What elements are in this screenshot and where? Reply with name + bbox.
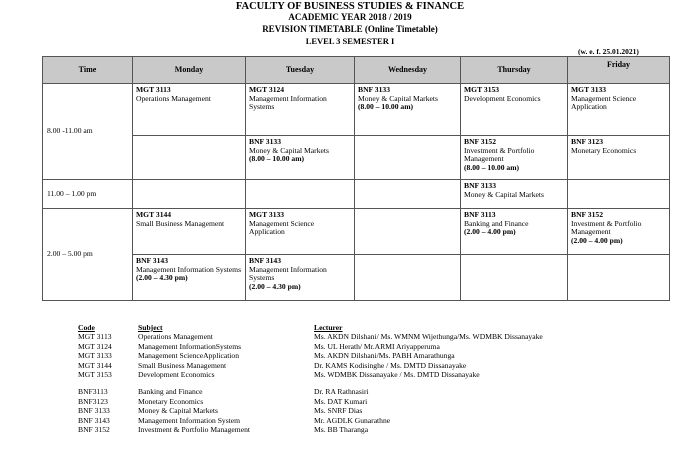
table-row [43, 255, 670, 301]
legend-subject: Monetary Economics [138, 396, 204, 406]
col-header-wednesday: Wednesday [355, 57, 461, 84]
academic-year: ACADEMIC YEAR 2018 / 2019 [288, 12, 412, 22]
course-code: MGT 3153 [464, 85, 500, 94]
course-code: BNF 3133 [464, 181, 496, 190]
cell-mon-afternoon-2 [133, 255, 246, 301]
cell-mon-afternoon [133, 209, 246, 255]
cell-tue-afternoon-2 [246, 255, 355, 301]
legend-code: MGT 3133 [78, 351, 112, 361]
course-code: BNF 3123 [571, 137, 603, 146]
cell-wed-afternoon-2 [355, 255, 461, 301]
course-name: Management Information Systems [249, 93, 327, 112]
cell-fri-morning [568, 84, 670, 136]
course-code: BNF 3133 [358, 85, 390, 94]
course-code: MGT 3133 [249, 210, 285, 219]
cell-wed-afternoon [355, 209, 461, 255]
legend-code: BNF 3143 [78, 415, 110, 425]
table-row [43, 136, 670, 180]
col-header-tuesday: Tuesday [246, 57, 355, 84]
course-name: Operations Management [136, 93, 211, 103]
legend-code: BNF3113 [78, 387, 108, 397]
legend-code: BNF 3152 [78, 424, 110, 434]
legend-header-subject: Subject [138, 323, 163, 332]
cell-thu-morning-2 [461, 136, 568, 180]
course-name: Management Science Application [571, 93, 637, 112]
course-time: (2.00 – 4.30 pm) [249, 282, 301, 292]
cell-wed-morning-2 [355, 136, 461, 180]
course-time: (2.00 – 4.30 pm) [136, 273, 188, 283]
cell-fri-midday [568, 180, 670, 209]
course-name: Management Information Systems [136, 264, 242, 274]
legend-code: BNF3123 [78, 396, 108, 406]
time-slot-morning: 8.00 -11.00 am [43, 84, 133, 180]
cell-fri-afternoon [568, 209, 670, 255]
course-name: Management Information Systems [249, 264, 327, 283]
legend-code: BNF 3133 [78, 406, 110, 416]
timetable-header-row [43, 57, 670, 84]
cell-mon-midday [133, 180, 246, 209]
legend-subject: Small Business Management [138, 360, 227, 370]
time-slot-midday: 11.00 – 1.00 pm [43, 180, 133, 209]
cell-wed-morning [355, 84, 461, 136]
legend-lecturer: Ms. AKDN Dilshani/Ms. PABH Amarathunga [314, 351, 455, 361]
course-code: BNF 3143 [136, 256, 168, 265]
legend-lecturer: Ms. BB Tharanga [314, 424, 369, 434]
legend-lecturer: Dr. RA Rathnasiri [314, 387, 369, 397]
course-name: Money & Capital Markets [358, 93, 438, 103]
table-row [43, 209, 670, 255]
course-time: (8.00 – 10.00 am) [464, 163, 520, 173]
legend-subject: Development Economics [138, 369, 215, 379]
legend-subject: Management InformationSystems [138, 341, 242, 351]
legend-lecturer: Ms. AKDN Dilshani/ Ms. WMNM Wijethunga/Ms. WDMBK Dissanayake [314, 332, 543, 342]
course-name: Management Science Application [249, 218, 315, 237]
legend-header-code: Code [78, 323, 95, 332]
course-name: Investment & Portfolio Management [464, 145, 535, 164]
course-name: Money & Capital Markets [464, 189, 544, 199]
cell-mon-morning-2 [133, 136, 246, 180]
timetable-title: REVISION TIMETABLE (Online Timetable) [262, 24, 438, 34]
cell-mon-morning [133, 84, 246, 136]
course-code: BNF 3143 [249, 256, 281, 265]
legend-lecturer: Ms. UL Herath/ Mr.ARMI Ariyapperuma [314, 341, 440, 351]
legend-lecturer: Ms. SNRF Dias [314, 406, 363, 416]
table-row [43, 84, 670, 136]
cell-wed-midday [355, 180, 461, 209]
course-time: (2.00 – 4.00 pm) [464, 227, 516, 237]
cell-thu-midday [461, 180, 568, 209]
course-name: Investment & Portfolio Management [571, 218, 642, 237]
course-time: (8.00 – 10.00 am) [358, 102, 414, 112]
course-name: Development Economics [464, 93, 541, 103]
course-time: (2.00 – 4.00 pm) [571, 236, 623, 246]
course-code: MGT 3133 [571, 85, 607, 94]
course-code: MGT 3124 [249, 85, 285, 94]
legend-subject: Money & Capital Markets [138, 406, 218, 416]
level-semester: LEVEL 3 SEMESTER I [305, 36, 395, 46]
course-code: BNF 3152 [464, 137, 496, 146]
cell-fri-afternoon-2 [568, 255, 670, 301]
course-code: MGT 3144 [136, 210, 172, 219]
legend-subject: Banking and Finance [138, 387, 203, 397]
course-name: Monetary Economics [571, 145, 637, 155]
course-name: Banking and Finance [464, 218, 529, 228]
col-header-thursday: Thursday [461, 57, 568, 84]
col-header-monday: Monday [133, 57, 246, 84]
cell-tue-afternoon [246, 209, 355, 255]
course-time: (8.00 – 10.00 am) [249, 154, 305, 164]
legend-subject: Management Information System [138, 415, 241, 425]
col-header-time: Time [43, 57, 133, 84]
legend-lecturer: Ms. WDMBK Dissanayake / Ms. DMTD Dissanayake [314, 369, 480, 379]
cell-thu-morning [461, 84, 568, 136]
course-code: BNF 3152 [571, 210, 603, 219]
effective-date: (w. e. f. 25.01.2021) [578, 47, 639, 56]
course-name: Small Business Management [136, 218, 225, 228]
legend-subject: Operations Management [138, 332, 213, 342]
legend-lecturer: Mr. AGDLK Gunarathne [314, 415, 391, 425]
cell-thu-afternoon [461, 209, 568, 255]
course-code: MGT 3113 [136, 85, 171, 94]
table-row [43, 180, 670, 209]
cell-tue-midday [246, 180, 355, 209]
legend-code: MGT 3144 [78, 360, 112, 370]
time-slot-afternoon: 2.00 – 5.00 pm [43, 209, 133, 301]
cell-thu-afternoon-2 [461, 255, 568, 301]
cell-fri-morning-2 [568, 136, 670, 180]
legend-code: MGT 3113 [78, 332, 112, 342]
faculty-title: FACULTY OF BUSINESS STUDIES & FINANCE [235, 1, 465, 12]
legend-subject: Investment & Portfolio Management [138, 424, 250, 434]
legend-code: MGT 3153 [78, 369, 112, 379]
legend-lecturer: Ms. DAT Kumari [314, 396, 368, 406]
timetable [42, 56, 670, 301]
course-code: BNF 3133 [249, 137, 281, 146]
cell-tue-morning [246, 84, 355, 136]
legend-lecturer: Dr. KAMS Kodisinghe / Ms. DMTD Dissanayake [314, 360, 467, 370]
col-header-friday: Friday [568, 57, 670, 84]
course-code: BNF 3113 [464, 210, 496, 219]
course-name: Money & Capital Markets [249, 145, 329, 155]
legend-header-lecturer: Lecturer [314, 323, 343, 332]
legend-code: MGT 3124 [78, 341, 112, 351]
cell-tue-morning-2 [246, 136, 355, 180]
legend-subject: Management ScienceApplication [138, 351, 240, 361]
